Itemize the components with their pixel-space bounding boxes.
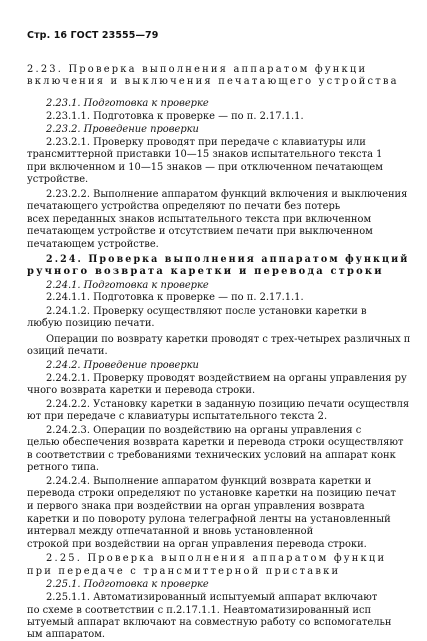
text-line: при передаче с трансмиттерной приставки	[27, 566, 341, 577]
text-line: озиций печати.	[27, 346, 108, 357]
text-line: 2.24.2.3. Операции по воздействию на органы управления с	[46, 425, 362, 436]
text-line: любую позицию печати.	[27, 318, 155, 329]
text-line: 2.24.1.1. Подготовка к проверке — по п. 2.17.1.1.	[46, 292, 304, 303]
text-line: печатающего устройства определяют по печати без потерь	[27, 201, 341, 212]
text-line: 2.23.1. Подготовка к проверке	[46, 98, 209, 109]
text-line: 2.23.2.2. Выполнение аппаратом функций включения и выключения	[46, 189, 408, 200]
text-line: 2.25. Проверка выполнения аппаратом функци	[46, 553, 387, 564]
text-line: Операции по возврату каретки проводят с трех-четырех различных п	[46, 334, 411, 345]
text-line: 2.24.2.1. Проверку проводят воздействием на органы управления ру	[46, 373, 407, 384]
text-line: 2.24.1.2. Проверку осуществляют после установки каретки в	[46, 306, 367, 317]
text-line: ручного возврата каретки и перевода строки	[27, 266, 384, 277]
text-line: интервал между отпечатанной и вновь установленной	[27, 526, 314, 537]
text-line: 2.23.2. Проведение проверки	[46, 124, 199, 135]
text-line: целью обеспечения возврата каретки и перевода строки осуществляют	[27, 437, 404, 448]
text-line: 2.25.1.1. Автоматизированный испытуемый аппарат включают	[46, 592, 378, 603]
text-line: 2.23.1.1. Подготовка к проверке — по п. 2.17.1.1.	[46, 111, 304, 122]
text-line: каретки и по повороту рулона телеграфной ленты на установленный	[27, 514, 391, 525]
text-line: всех переданных знаков испытательного текста при включенном	[27, 214, 372, 225]
text-line: 2.24.2.4. Выполнение аппаратом функций возврата каретки и	[46, 476, 372, 487]
text-line: 2.24.2.2. Установку каретки в заданную позицию печати осуществля	[46, 399, 410, 410]
text-line: устройстве.	[27, 174, 89, 185]
text-line: 2.25.1. Подготовка к проверке	[46, 579, 209, 590]
text-line: и первого знака при воздействии на орган управления возврата	[27, 501, 365, 512]
text-line: ретного типа.	[27, 462, 100, 473]
text-line: 2.23.2.1. Проверку проводят при передаче с клавиатуры или	[46, 137, 366, 148]
text-line: строкой при воздействии на орган управления перевода строки.	[27, 539, 367, 550]
text-line: печатающем устройстве и отсутствием печати при выключенном	[27, 226, 373, 237]
text-line: 2.24.1. Подготовка к проверке	[46, 280, 209, 291]
text-line: ым аппаратом.	[27, 629, 106, 640]
text-line: перевода строки определяют по установке каретки на позицию печат	[27, 488, 396, 499]
text-line: печатающем устройстве.	[27, 239, 159, 250]
text-line: по схеме в соответствии с п.2.17.1.1. Неавтоматизированный исп	[27, 605, 372, 616]
text-line: 2.24. Проверка выполнения аппаратом функций	[46, 254, 410, 265]
text-line: включения и выключения печатающего устройства	[27, 76, 399, 87]
text-line: 2.24.2. Проведение проверки	[46, 360, 199, 371]
text-line: в соответствии с требованиями технических условий на аппарат конк	[27, 450, 396, 461]
text-line: 2.23. Проверка выполнения аппаратом функци	[27, 64, 368, 75]
text-line: ют при передаче с клавиатуры испытательного текста 2.	[27, 411, 328, 422]
text-line: ытуемый аппарат включают на совместную работу со вспомогательн	[27, 617, 392, 628]
text-line: чного возврата каретки и перевода строки.	[27, 385, 256, 396]
page-header: Стр. 16 ГОСТ 23555—79	[27, 30, 159, 41]
text-line: при включенном и 10—15 знаков — при отключенном печатающем	[27, 162, 383, 173]
text-line: трансмиттерной приставки 10—15 знаков испытательного текста 1	[27, 149, 383, 160]
